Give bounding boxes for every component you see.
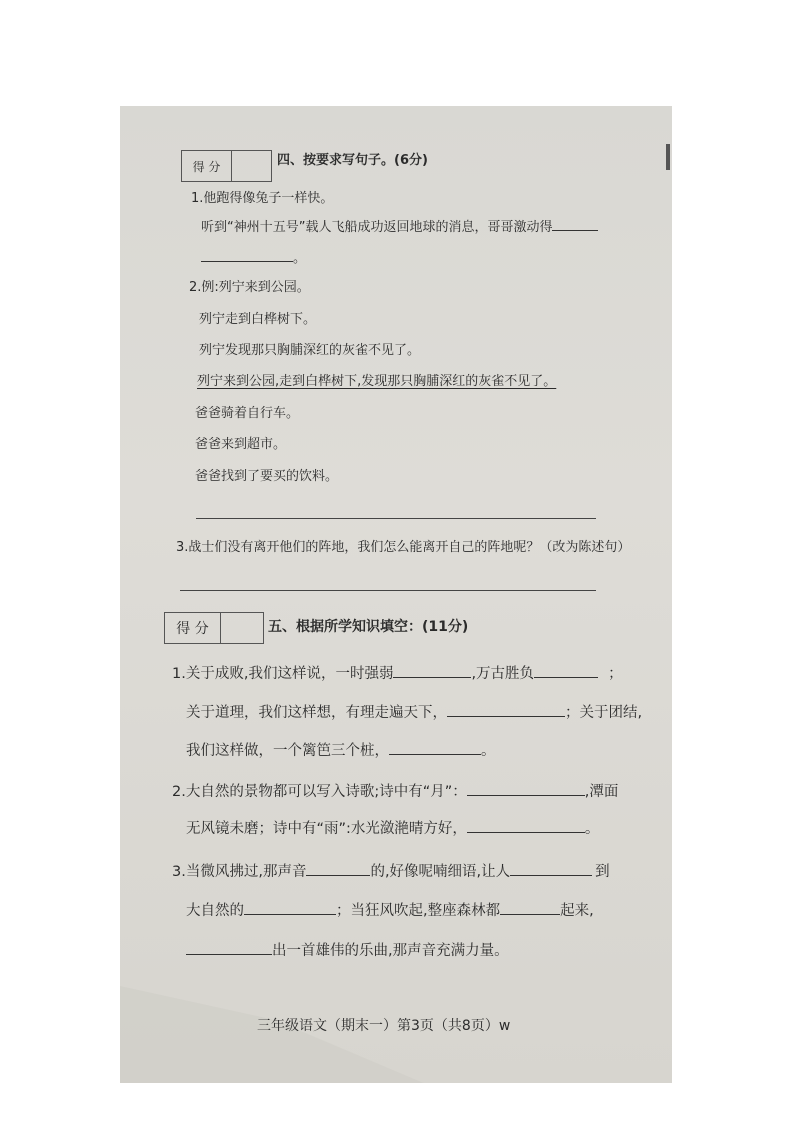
answer-line[interactable] xyxy=(196,518,596,519)
score-blank[interactable] xyxy=(221,613,263,643)
score-label: 得 分 xyxy=(165,613,221,643)
example-line-1: 列宁走到白桦树下。 xyxy=(199,312,317,327)
edge-mark xyxy=(666,144,670,170)
example-combined: 列宁来到公园,走到白桦树下,发现那只胸脯深红的灰雀不见了。 xyxy=(197,374,557,389)
answer-blank[interactable] xyxy=(500,902,560,915)
q1-prompt: 1.他跑得像兔子一样快。 xyxy=(191,191,334,206)
q1-sentence-cont: 。 xyxy=(201,249,306,265)
page-footer: 三年级语文（期末一）第3页（共8页）w xyxy=(257,1018,511,1034)
s5-q3-line2: 大自然的 ；当狂风吹起,整座森林都 起来, xyxy=(186,903,594,919)
s5-q1-line2: 关于道理，我们这样想，有理走遍天下， ；关于团结, xyxy=(186,705,643,721)
answer-blank[interactable] xyxy=(306,863,370,876)
answer-blank[interactable] xyxy=(534,665,598,678)
section-5-title: 五、根据所学知识填空：(11分) xyxy=(268,619,469,635)
example-line-2: 列宁发现那只胸脯深红的灰雀不见了。 xyxy=(199,343,421,358)
answer-blank[interactable] xyxy=(510,863,592,876)
answer-line[interactable] xyxy=(180,590,596,591)
practice-line-3: 爸爸找到了要买的饮料。 xyxy=(195,469,339,484)
answer-blank[interactable] xyxy=(447,704,565,717)
answer-blank[interactable] xyxy=(467,783,585,796)
answer-blank[interactable] xyxy=(389,742,481,755)
practice-line-2: 爸爸来到超市。 xyxy=(195,437,287,452)
score-label: 得 分 xyxy=(182,151,232,181)
q1-sentence: 听到“神州十五号”载人飞船成功返回地球的消息，哥哥激动得 xyxy=(201,218,598,234)
answer-blank[interactable] xyxy=(244,902,336,915)
q3-prompt: 3.战士们没有离开他们的阵地，我们怎么能离开自己的阵地呢？（改为陈述句） xyxy=(176,540,631,555)
s5-q1-line1: 1.关于成败,我们这样说，一时强弱 ,万古胜负 ； xyxy=(172,666,623,682)
answer-blank[interactable] xyxy=(393,665,471,678)
s5-q3-line3: 出一首雄伟的乐曲,那声音充满力量。 xyxy=(186,942,509,959)
answer-blank[interactable] xyxy=(552,218,598,231)
answer-blank[interactable] xyxy=(467,820,585,833)
s5-q1-line3: 我们这样做，一个篱笆三个桩， 。 xyxy=(186,743,496,759)
practice-line-1: 爸爸骑着自行车。 xyxy=(195,406,300,421)
section-4-title: 四、按要求写句子。(6分) xyxy=(277,153,428,168)
s5-q2-line2: 无风镜未磨；诗中有“雨”:水光潋滟晴方好， 。 xyxy=(186,821,600,837)
answer-blank[interactable] xyxy=(186,942,272,955)
q2-prompt: 2.例:列宁来到公园。 xyxy=(189,280,310,295)
answer-blank[interactable] xyxy=(201,249,293,262)
s5-q3-line1: 3.当微风拂过,那声音 的,好像呢喃细语,让人 到 xyxy=(172,864,610,880)
scanned-page xyxy=(120,106,672,1083)
score-box-5 xyxy=(164,612,264,644)
score-box-4 xyxy=(181,150,272,182)
score-blank[interactable] xyxy=(232,151,271,181)
s5-q2-line1: 2.大自然的景物都可以写入诗歌;诗中有“月”： ,潭面 xyxy=(172,784,619,800)
